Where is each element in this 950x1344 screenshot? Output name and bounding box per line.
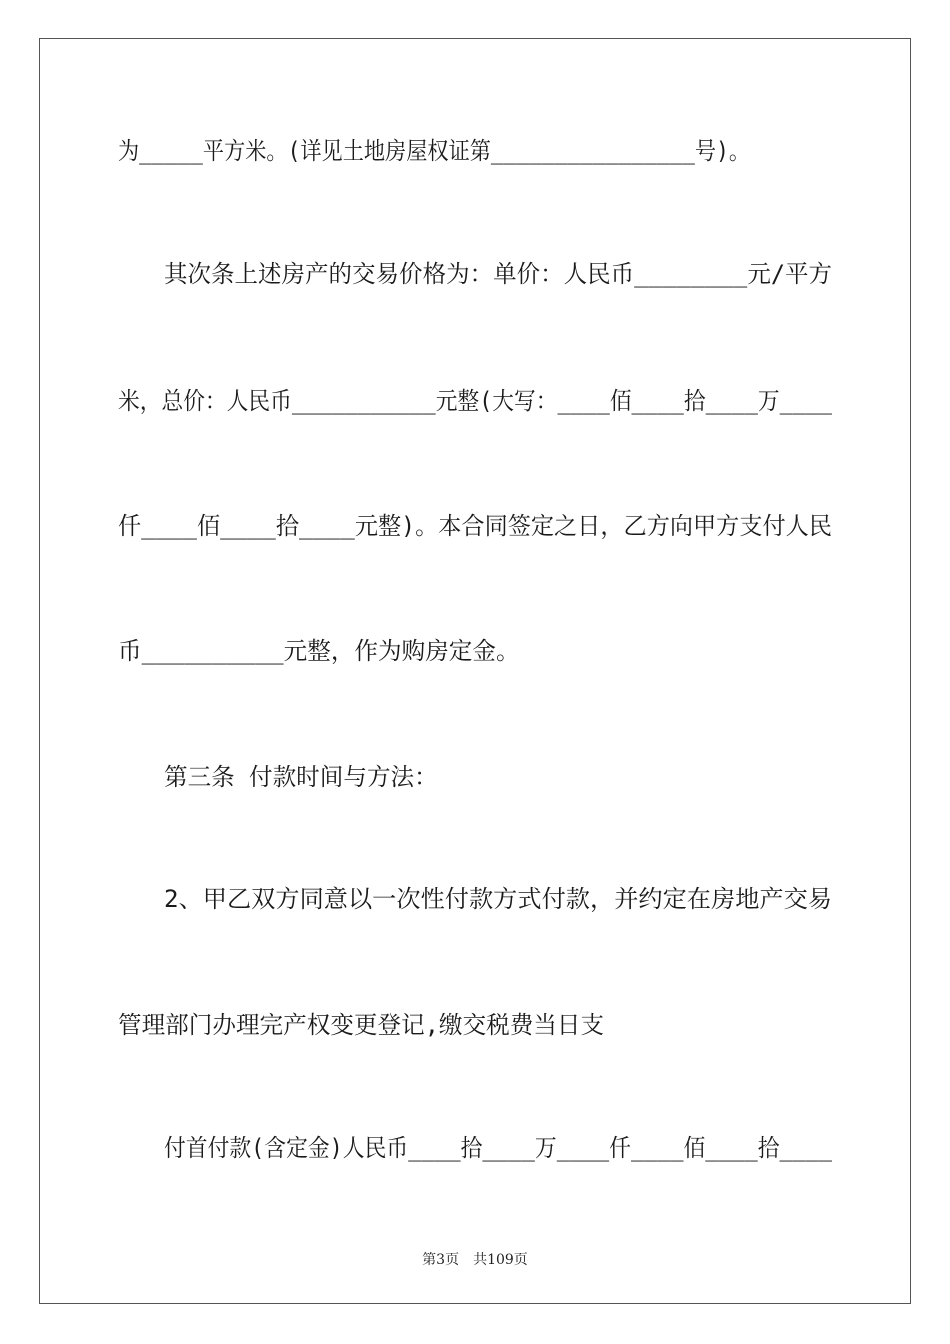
page-border bbox=[39, 38, 911, 1304]
text-line: 付首付款(含定金)人民币____拾____万____仟____佰____拾____ bbox=[164, 1134, 832, 1162]
text-line: 仟____佰____拾____元整)。本合同签定之日，乙方向甲方支付人民 bbox=[118, 512, 832, 540]
text-line: 米，总价：人民币___________元整(大写：____佰____拾____万____ bbox=[118, 387, 832, 415]
text-line: 其次条上述房产的交易价格为：单价：人民币________元/平方 bbox=[164, 260, 832, 288]
text-line: 为_____平方米。(详见土地房屋权证第________________号)。 bbox=[118, 137, 750, 165]
page-number-footer: 第3页 共109页 bbox=[422, 1252, 528, 1268]
text-line: 2、甲乙双方同意以一次性付款方式付款，并约定在房地产交易 bbox=[164, 885, 833, 913]
section-heading: 第三条 付款时间与方法： bbox=[164, 763, 438, 791]
text-line: 管理部门办理完产权变更登记,缴交税费当日支 bbox=[118, 1011, 605, 1039]
text-line: 币__________元整，作为购房定金。 bbox=[118, 637, 520, 665]
